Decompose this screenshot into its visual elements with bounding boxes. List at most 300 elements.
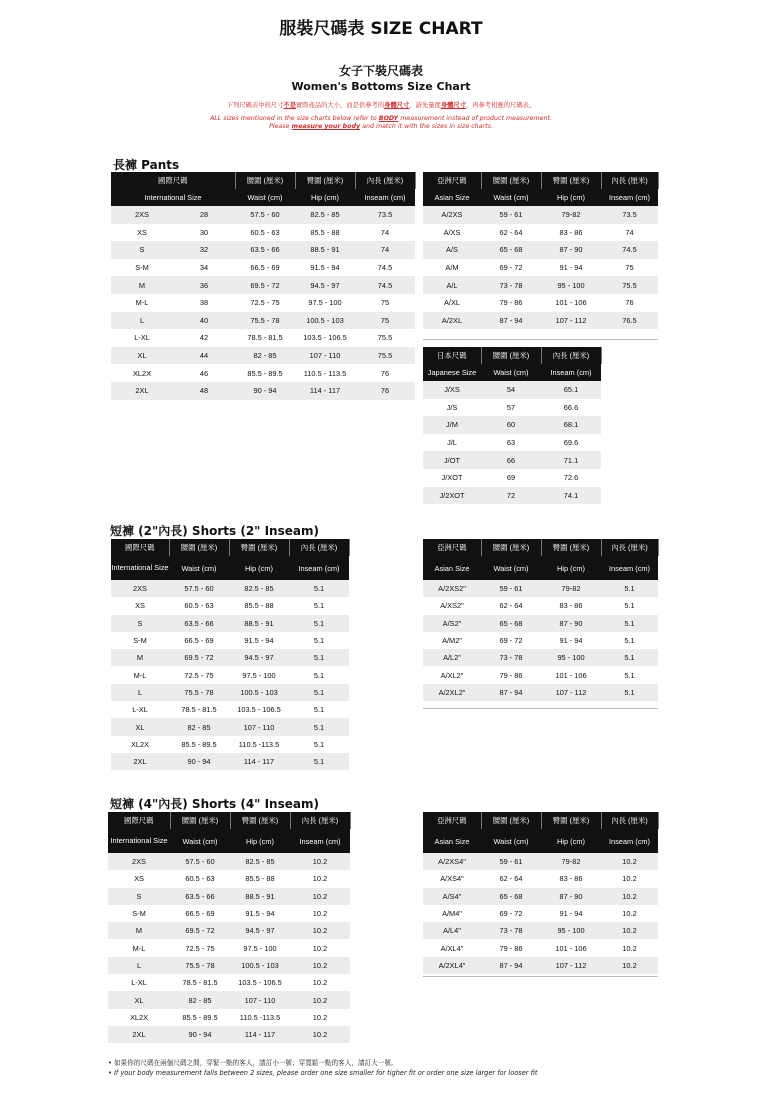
pants-asian-table (423, 172, 659, 329)
table-cell: 59 - 61 (481, 580, 541, 597)
table-row (108, 853, 350, 870)
table-cell: 76 (355, 382, 415, 400)
column-subheader: Hip (cm) (541, 829, 601, 853)
table-cell: XL (111, 718, 169, 735)
table-cell: 5.1 (289, 684, 349, 701)
table-cell: 60.5 - 63 (235, 224, 295, 242)
table-cell: 46 (173, 364, 235, 382)
table-cell: 5.1 (289, 666, 349, 683)
table-cell: 36 (173, 276, 235, 294)
column-subheader: Inseam (cm) (601, 189, 658, 206)
table-cell: A/M2" (423, 632, 481, 649)
table-row (108, 939, 350, 956)
column-header: 亞洲尺碼 (423, 812, 481, 829)
table-row (111, 382, 415, 400)
table-cell: 75.5 - 78 (235, 312, 295, 330)
table-row (111, 276, 415, 294)
table-cell: 71.1 (541, 451, 601, 469)
table-cell: 91.5 - 94 (229, 632, 289, 649)
table-cell: 69.5 - 72 (169, 649, 229, 666)
table-cell: 63.5 - 66 (169, 615, 229, 632)
table-cell: 94.5 - 97 (295, 276, 355, 294)
subtitle-chinese: 女子下裝尺碼表 (338, 64, 423, 78)
column-subheader: International Size (108, 829, 170, 853)
table-cell: 87 - 90 (541, 241, 601, 259)
column-header: 腰圍 (厘米) (169, 539, 229, 556)
table-header-row (423, 812, 658, 829)
table-cell: 100.5 - 103 (295, 312, 355, 330)
table-cell: 79 - 86 (481, 666, 541, 683)
table-cell: L-XL (108, 974, 170, 991)
table-row (423, 224, 658, 242)
table-cell: 5.1 (601, 684, 658, 701)
table-cell: 82.5 - 85 (295, 206, 355, 224)
column-subheader: Waist (cm) (481, 364, 541, 381)
table-cell: A/XS (423, 224, 481, 242)
table-cell: 2XS (111, 206, 173, 224)
table-cell: 95 - 100 (541, 649, 601, 666)
table-cell: 28 (173, 206, 235, 224)
table-cell: M (108, 922, 170, 939)
table-cell: 5.1 (601, 580, 658, 597)
table-cell: 34 (173, 259, 235, 277)
column-subheader: Inseam (cm) (601, 556, 658, 580)
table-cell: 60.5 - 63 (169, 597, 229, 614)
table-row (108, 922, 350, 939)
table-cell: 10.2 (601, 939, 658, 956)
table-cell: 72.5 - 75 (235, 294, 295, 312)
table-row (423, 684, 658, 701)
table-cell: 103.5 - 106.5 (230, 974, 290, 991)
table-cell: 101 - 106 (541, 666, 601, 683)
table-cell: A/2XS (423, 206, 481, 224)
table-row (111, 329, 415, 347)
table-cell: 82 - 85 (169, 718, 229, 735)
table-row (108, 905, 350, 922)
table-row (111, 241, 415, 259)
table-cell: 69.5 - 72 (235, 276, 295, 294)
shorts-4-international-table (108, 812, 351, 1043)
column-header: 日本尺碼 (423, 347, 481, 364)
table-cell: 75 (355, 294, 415, 312)
table-cell: J/S (423, 399, 481, 417)
table-row (423, 957, 658, 974)
table-cell: 69 (481, 469, 541, 487)
table-row (423, 399, 601, 417)
column-header: 亞洲尺碼 (423, 539, 481, 556)
column-subheader: Asian Size (423, 189, 481, 206)
table-cell: 110.5 -113.5 (230, 1009, 290, 1026)
table-cell: 82.5 - 85 (229, 580, 289, 597)
table-cell: XS (108, 870, 170, 887)
table-header-row (423, 364, 601, 381)
table-cell: 103.5 - 106.5 (295, 329, 355, 347)
table-cell: 2XL (108, 1026, 170, 1043)
table-cell: 60 (481, 416, 541, 434)
table-cell: 78.5 - 81.5 (169, 701, 229, 718)
table-header-row (423, 347, 601, 364)
table-cell: J/L (423, 434, 481, 452)
column-header: 內長 (厘米) (541, 347, 601, 364)
table-cell: 82.5 - 85 (230, 853, 290, 870)
table-cell: 2XL (111, 753, 169, 770)
table-header-row (423, 829, 658, 853)
column-header: 臀圍 (厘米) (541, 539, 601, 556)
table-cell: 94.5 - 97 (230, 922, 290, 939)
table-header-row (108, 812, 350, 829)
table-cell: XL2X (111, 736, 169, 753)
column-subheader: Asian Size (423, 556, 481, 580)
column-subheader: Hip (cm) (541, 556, 601, 580)
table-cell: XL2X (108, 1009, 170, 1026)
table-cell: XL (108, 991, 170, 1008)
table-cell: 10.2 (290, 1009, 350, 1026)
measurement-note-english-2: Please measure your body and match it with the sizes in size charts. (269, 123, 493, 130)
table-cell: 69.5 - 72 (170, 922, 230, 939)
table-cell: L (111, 684, 169, 701)
column-subheader: International Size (111, 189, 235, 206)
table-cell: 88.5 - 91 (230, 888, 290, 905)
table-cell: A/XL4" (423, 939, 481, 956)
table-cell: S (108, 888, 170, 905)
table-cell: 85.5 - 88 (229, 597, 289, 614)
table-row (108, 1009, 350, 1026)
table-cell: 32 (173, 241, 235, 259)
table-cell: 66.6 (541, 399, 601, 417)
table-row (423, 888, 658, 905)
column-subheader: Waist (cm) (481, 829, 541, 853)
table-cell: L (108, 957, 170, 974)
table-cell: 83 - 86 (541, 224, 601, 242)
table-cell: 5.1 (289, 736, 349, 753)
column-subheader: Hip (cm) (541, 189, 601, 206)
column-header: 內長 (厘米) (290, 812, 350, 829)
table-row (423, 381, 601, 399)
table-row (423, 294, 658, 312)
table-cell: S-M (111, 259, 173, 277)
table-cell: 79-82 (541, 853, 601, 870)
column-subheader: Waist (cm) (481, 189, 541, 206)
table-cell: 44 (173, 347, 235, 365)
table-cell: 69 - 72 (481, 632, 541, 649)
divider-line (423, 976, 658, 977)
table-row (111, 632, 349, 649)
pants-japanese-table (423, 347, 602, 504)
table-row (111, 684, 349, 701)
table-cell: 66.5 - 69 (169, 632, 229, 649)
footnote-english: • If your body measurement falls between 2 sizes, please order one size smaller for tigher fit or order one size larger for looser fit (108, 1069, 538, 1077)
table-cell: 94.5 - 97 (229, 649, 289, 666)
table-cell: 88.5 - 91 (295, 241, 355, 259)
table-cell: J/M (423, 416, 481, 434)
table-cell: XS (111, 597, 169, 614)
table-cell: 10.2 (601, 905, 658, 922)
table-cell: A/2XS4" (423, 853, 481, 870)
table-cell: 114 - 117 (295, 382, 355, 400)
column-header: 內長 (厘米) (289, 539, 349, 556)
table-cell: 5.1 (289, 597, 349, 614)
table-cell: 5.1 (289, 701, 349, 718)
table-header-row (111, 556, 349, 580)
table-cell: A/L4" (423, 922, 481, 939)
table-cell: 69.6 (541, 434, 601, 452)
table-cell: 63.5 - 66 (170, 888, 230, 905)
column-header: 腰圍 (厘米) (170, 812, 230, 829)
table-cell: 5.1 (289, 615, 349, 632)
column-header: 腰圍 (厘米) (481, 347, 541, 364)
table-cell: 73 - 78 (481, 649, 541, 666)
table-cell: 62 - 64 (481, 224, 541, 242)
table-cell: 95 - 100 (541, 922, 601, 939)
table-cell: 114 - 117 (229, 753, 289, 770)
table-cell: 87 - 94 (481, 312, 541, 330)
table-cell: 78.5 - 81.5 (170, 974, 230, 991)
table-cell: 74 (355, 224, 415, 242)
table-cell: 73 - 78 (481, 922, 541, 939)
table-cell: 57.5 - 60 (169, 580, 229, 597)
table-cell: 59 - 61 (481, 206, 541, 224)
table-row (108, 957, 350, 974)
table-cell: A/XS4" (423, 870, 481, 887)
shorts-2-asian-table (423, 539, 659, 701)
table-cell: 54 (481, 381, 541, 399)
table-cell: 2XL (111, 382, 173, 400)
table-cell: 75.5 (355, 329, 415, 347)
table-row (111, 597, 349, 614)
column-subheader: Hip (cm) (229, 556, 289, 580)
table-row (423, 312, 658, 330)
table-row (423, 905, 658, 922)
table-cell: 69 - 72 (481, 259, 541, 277)
table-header-row (423, 189, 658, 206)
table-cell: 5.1 (289, 753, 349, 770)
table-cell: 75.5 (355, 347, 415, 365)
table-cell: L (111, 312, 173, 330)
table-cell: 68.1 (541, 416, 601, 434)
table-cell: A/L (423, 276, 481, 294)
table-cell: 63.5 - 66 (235, 241, 295, 259)
column-subheader: Inseam (cm) (541, 364, 601, 381)
table-cell: 10.2 (601, 870, 658, 887)
table-cell: J/OT (423, 451, 481, 469)
subtitle-english: Women's Bottoms Size Chart (291, 80, 471, 93)
table-cell: 75 (601, 259, 658, 277)
table-cell: 82 - 85 (235, 347, 295, 365)
table-cell: 10.2 (290, 905, 350, 922)
table-cell: 97.5 - 100 (230, 939, 290, 956)
table-cell: 90 - 94 (235, 382, 295, 400)
table-cell: 85.5 - 88 (295, 224, 355, 242)
table-cell: 83 - 86 (541, 870, 601, 887)
column-header: 腰圍 (厘米) (235, 172, 295, 189)
section-title-shorts-2: 短褲 (2"內長) Shorts (2" Inseam) (110, 524, 319, 538)
table-cell: 107 - 112 (541, 957, 601, 974)
table-cell: 10.2 (290, 939, 350, 956)
table-cell: M-L (111, 294, 173, 312)
table-cell: 101 - 106 (541, 939, 601, 956)
table-header-row (423, 539, 658, 556)
table-cell: 5.1 (289, 718, 349, 735)
table-cell: 60.5 - 63 (170, 870, 230, 887)
table-row (108, 888, 350, 905)
table-cell: 91 - 94 (541, 632, 601, 649)
column-subheader: Japanese Size (423, 364, 481, 381)
table-row (423, 434, 601, 452)
table-cell: 97.5 - 100 (295, 294, 355, 312)
table-cell: 10.2 (290, 991, 350, 1008)
table-cell: 65 - 68 (481, 241, 541, 259)
table-row (423, 259, 658, 277)
table-cell: 91 - 94 (541, 905, 601, 922)
column-header: 臀圍 (厘米) (230, 812, 290, 829)
table-cell: 10.2 (601, 922, 658, 939)
table-row (111, 347, 415, 365)
section-title-shorts-4: 短褲 (4"內長) Shorts (4" Inseam) (110, 797, 319, 811)
table-cell: 5.1 (601, 615, 658, 632)
table-cell: 66.5 - 69 (235, 259, 295, 277)
table-cell: 85.5 - 88 (230, 870, 290, 887)
column-subheader: Hip (cm) (295, 189, 355, 206)
column-header: 國際尺碼 (111, 539, 169, 556)
table-cell: 5.1 (289, 580, 349, 597)
table-cell: 82 - 85 (170, 991, 230, 1008)
table-cell: 66.5 - 69 (170, 905, 230, 922)
column-header: 內長 (厘米) (601, 539, 658, 556)
column-header: 內長 (厘米) (601, 812, 658, 829)
table-cell: J/2XOT (423, 487, 481, 505)
table-cell: A/XL2" (423, 666, 481, 683)
table-cell: A/2XL2" (423, 684, 481, 701)
table-cell: S (111, 241, 173, 259)
measurement-note-chinese: 下列尺碼表中的尺寸不是實際產品的大小，而是供參考的身體尺寸，請先量度身體尺寸，再參考相應的尺碼表。 (226, 102, 536, 109)
table-cell: 10.2 (601, 853, 658, 870)
divider-line (423, 339, 658, 340)
table-cell: 91 - 94 (541, 259, 601, 277)
table-cell: 83 - 86 (541, 597, 601, 614)
table-cell: 85.5 - 89.5 (235, 364, 295, 382)
pants-international-table (111, 172, 416, 400)
table-row (108, 974, 350, 991)
table-cell: 74.5 (601, 241, 658, 259)
table-cell: 73 - 78 (481, 276, 541, 294)
table-row (423, 649, 658, 666)
table-cell: 110.5 - 113.5 (295, 364, 355, 382)
table-cell: A/S (423, 241, 481, 259)
table-cell: 74.5 (355, 276, 415, 294)
table-cell: 74.1 (541, 487, 601, 505)
table-row (111, 701, 349, 718)
table-row (423, 487, 601, 505)
table-cell: M-L (108, 939, 170, 956)
table-cell: 48 (173, 382, 235, 400)
table-row (111, 259, 415, 277)
table-row (111, 206, 415, 224)
table-cell: 65 - 68 (481, 615, 541, 632)
table-cell: M-L (111, 666, 169, 683)
column-subheader: Asian Size (423, 829, 481, 853)
table-cell: S-M (111, 632, 169, 649)
table-cell: 76 (355, 364, 415, 382)
table-row (423, 451, 601, 469)
column-header: 國際尺碼 (108, 812, 170, 829)
table-cell: 10.2 (290, 922, 350, 939)
table-cell: A/2XL4" (423, 957, 481, 974)
table-cell: 110.5 -113.5 (229, 736, 289, 753)
table-cell: 107 - 110 (229, 718, 289, 735)
column-subheader: Waist (cm) (235, 189, 295, 206)
divider-line (423, 708, 658, 709)
table-row (111, 753, 349, 770)
column-header: 內長 (厘米) (601, 172, 658, 189)
table-header-row (111, 172, 415, 189)
table-cell: A/M4" (423, 905, 481, 922)
table-cell: XL (111, 347, 173, 365)
table-cell: 107 - 110 (230, 991, 290, 1008)
table-row (423, 853, 658, 870)
table-cell: S (111, 615, 169, 632)
table-cell: 72.6 (541, 469, 601, 487)
column-subheader: Inseam (cm) (355, 189, 415, 206)
shorts-2-international-table (111, 539, 350, 770)
table-header-row (111, 189, 415, 206)
table-row (423, 580, 658, 597)
table-cell: 79-82 (541, 580, 601, 597)
column-header: 臀圍 (厘米) (229, 539, 289, 556)
table-row (108, 870, 350, 887)
table-cell: 10.2 (290, 974, 350, 991)
column-subheader: Hip (cm) (230, 829, 290, 853)
table-cell: 79 - 86 (481, 939, 541, 956)
table-cell: 73.5 (355, 206, 415, 224)
measurement-note-english-1: ALL sizes mentioned in the size charts below refer to BODY measurement instead of product measurement. (209, 115, 553, 122)
table-cell: 100.5 - 103 (230, 957, 290, 974)
table-row (111, 666, 349, 683)
column-header: 腰圍 (厘米) (481, 172, 541, 189)
table-cell: 59 - 61 (481, 853, 541, 870)
table-cell: 10.2 (290, 888, 350, 905)
table-row (111, 224, 415, 242)
column-header: 臀圍 (厘米) (541, 172, 601, 189)
table-cell: 75.5 - 78 (170, 957, 230, 974)
table-cell: 76.5 (601, 312, 658, 330)
table-cell: 101 - 106 (541, 294, 601, 312)
column-subheader: Waist (cm) (169, 556, 229, 580)
table-cell: 5.1 (601, 649, 658, 666)
table-row (111, 364, 415, 382)
table-cell: A/XS2" (423, 597, 481, 614)
table-row (423, 922, 658, 939)
table-cell: A/2XS2" (423, 580, 481, 597)
table-cell: 114 - 117 (230, 1026, 290, 1043)
table-cell: 87 - 90 (541, 615, 601, 632)
table-row (108, 1026, 350, 1043)
table-cell: 5.1 (289, 649, 349, 666)
table-cell: 75.5 (601, 276, 658, 294)
table-cell: 75.5 - 78 (169, 684, 229, 701)
table-row (423, 597, 658, 614)
table-row (111, 718, 349, 735)
table-cell: 87 - 94 (481, 684, 541, 701)
table-cell: 103.5 - 106.5 (229, 701, 289, 718)
table-row (111, 649, 349, 666)
table-cell: 87 - 90 (541, 888, 601, 905)
table-cell: 72.5 - 75 (169, 666, 229, 683)
column-header: 臀圍 (厘米) (541, 812, 601, 829)
table-cell: 76 (601, 294, 658, 312)
table-row (423, 632, 658, 649)
table-cell: 100.5 - 103 (229, 684, 289, 701)
table-cell: 65 - 68 (481, 888, 541, 905)
